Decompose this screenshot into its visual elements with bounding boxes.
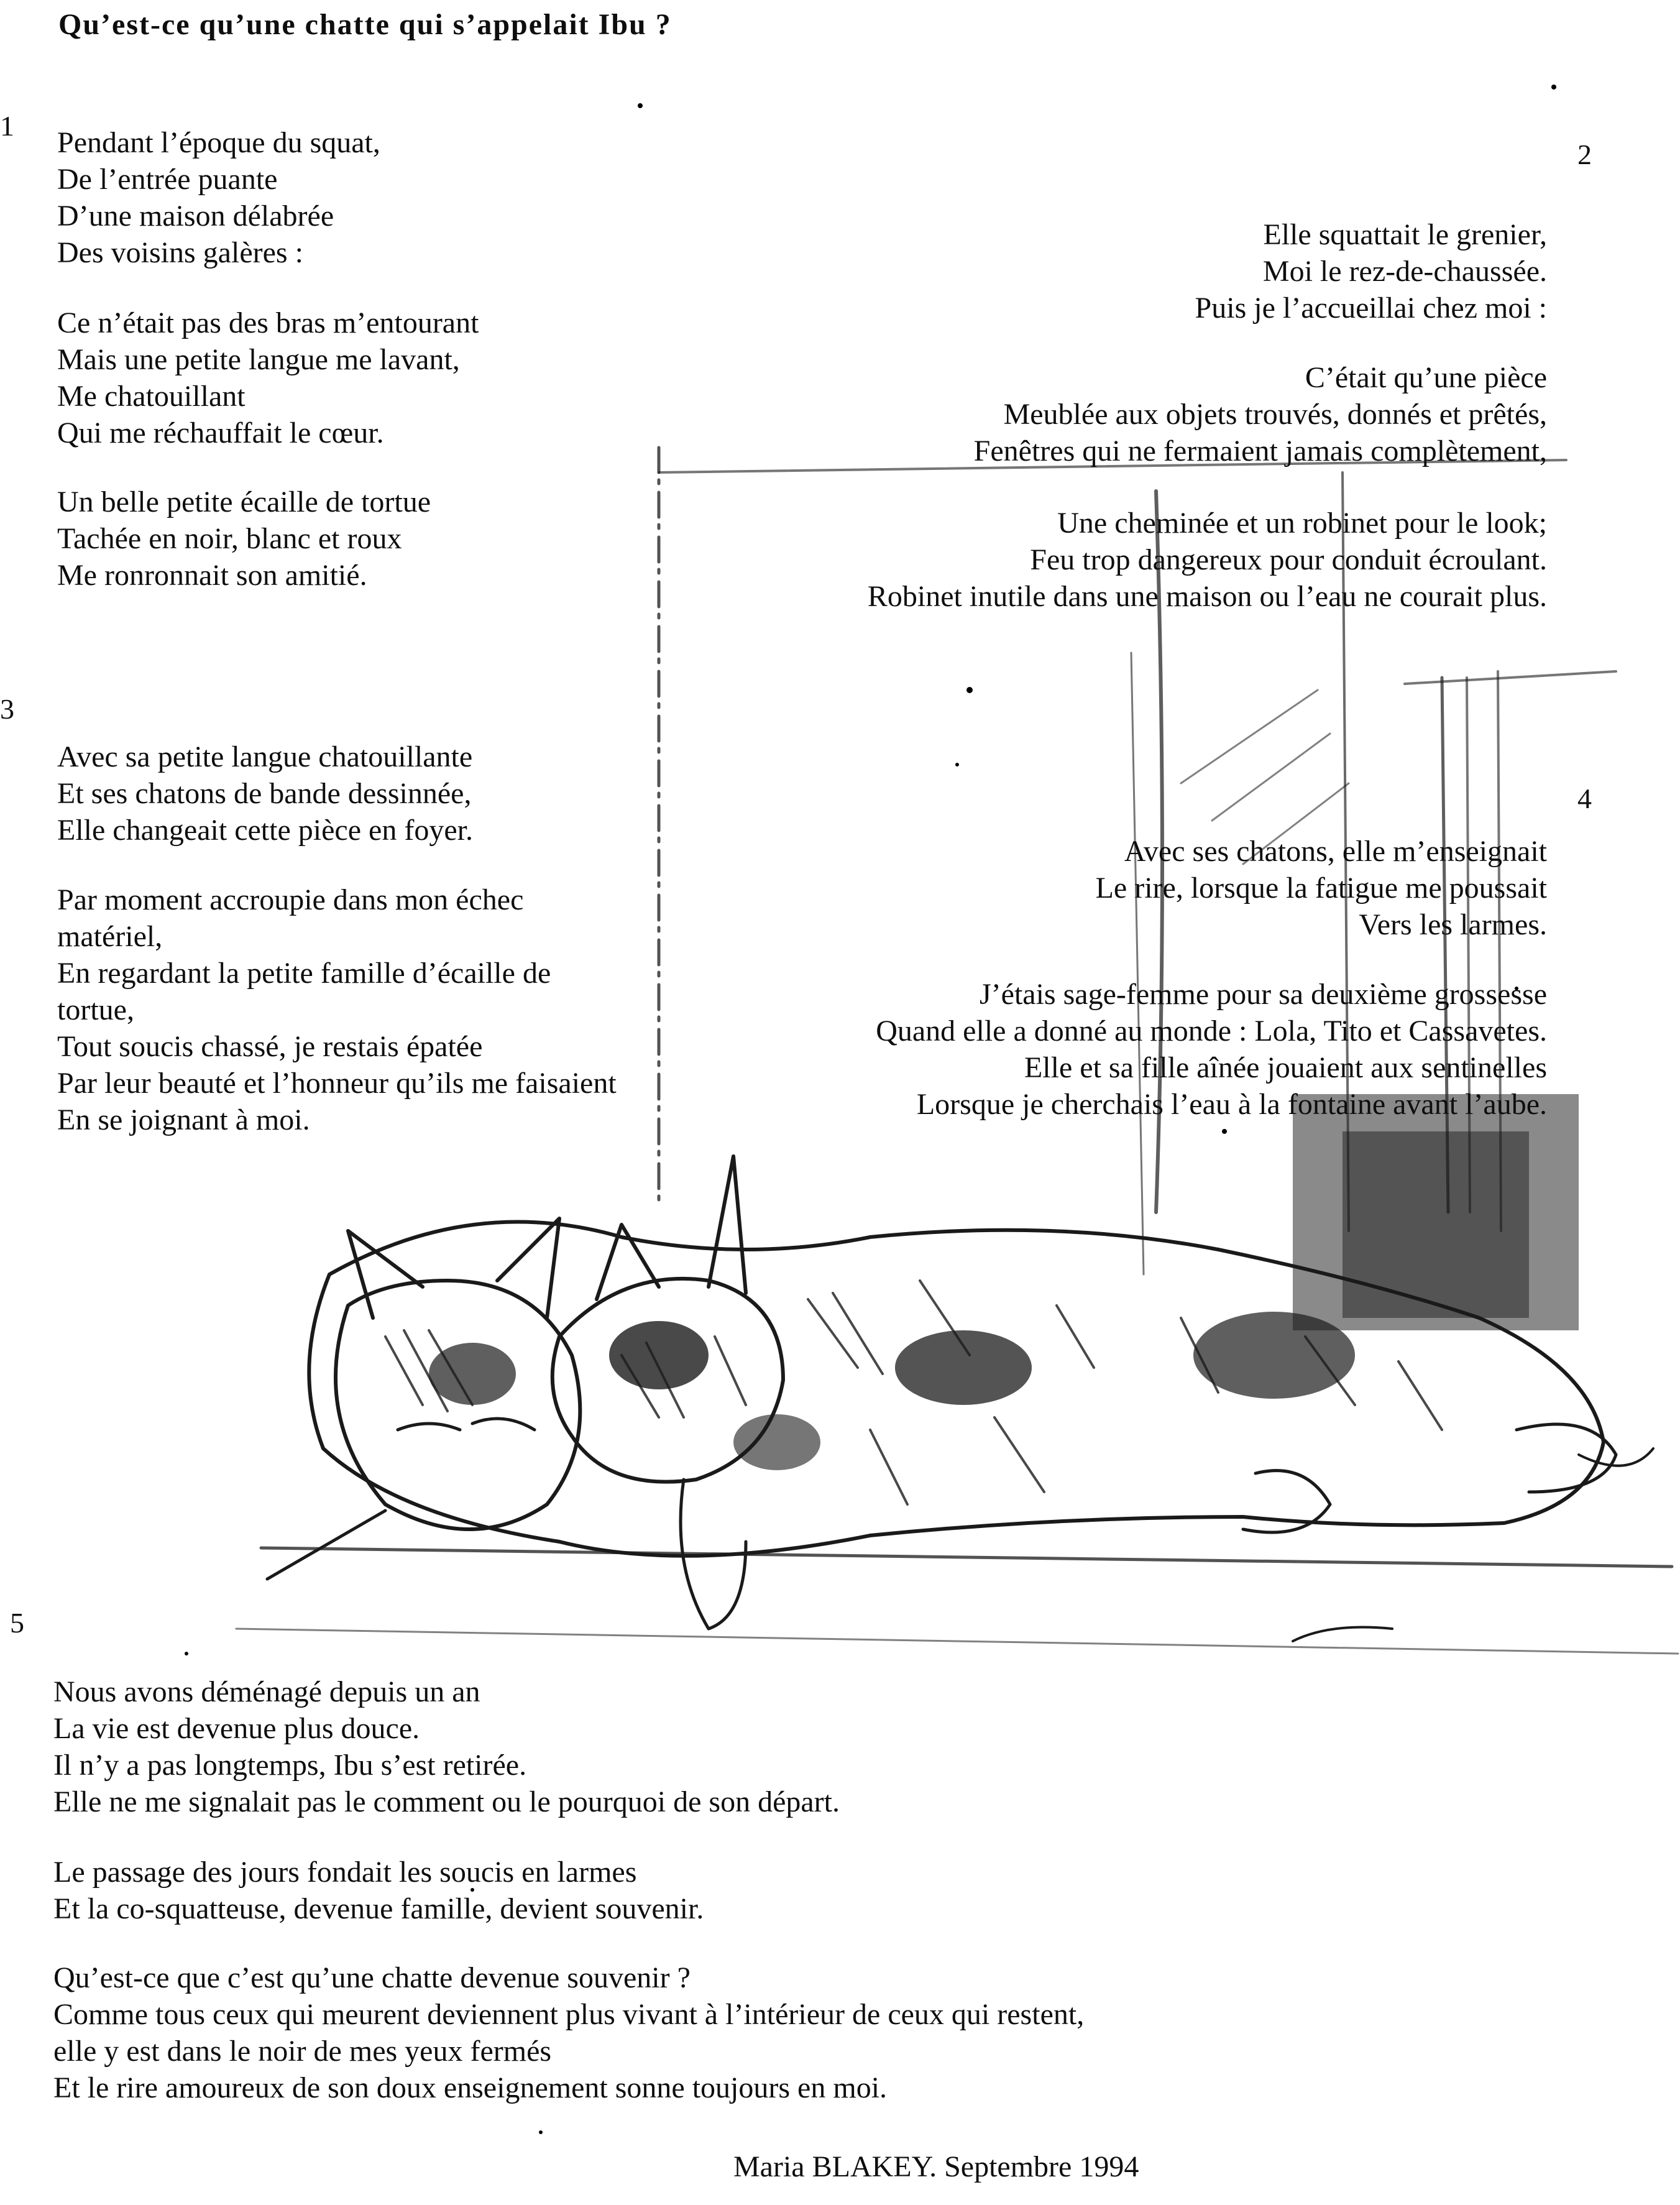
verse-line: Tachée en noir, blanc et roux <box>57 522 402 555</box>
verse-line: Vers les larmes. <box>1359 908 1547 941</box>
section-number-2: 2 <box>1577 139 1592 170</box>
verse-line: Lorsque je cherchais l’eau à la fontaine avant l’aube. <box>916 1088 1547 1121</box>
verse-line: Qui me réchauffait le cœur. <box>57 417 384 449</box>
stanza-1-1 <box>57 124 380 271</box>
verse-line: Et la co-squatteuse, devenue famille, devient souvenir. <box>53 1892 704 1925</box>
verse-line: Avec sa petite langue chatouillante <box>57 740 473 773</box>
verse-line: Elle ne me signalait pas le comment ou le pourquoi de son départ. <box>53 1785 840 1818</box>
stanza-1-3 <box>57 484 431 594</box>
verse-line: matériel, <box>57 920 163 953</box>
verse-line: Des voisins galères : <box>57 236 303 269</box>
verse-line: Mais une petite langue me lavant, <box>57 343 460 376</box>
verse-line: Meublée aux objets trouvés, donnés et prêtés, <box>1003 398 1547 431</box>
section-number-3: 3 <box>0 693 14 725</box>
verse-line: Robinet inutile dans une maison ou l’eau ne courait plus. <box>867 580 1547 613</box>
verse-line: Moi le rez-de-chaussée. <box>1262 255 1547 288</box>
verse-line: En se joignant à moi. <box>57 1103 310 1136</box>
stanza-4-2 <box>876 976 1547 1123</box>
verse-line: Une cheminée et un robinet pour le look; <box>1057 507 1547 540</box>
verse-line: Un belle petite écaille de tortue <box>57 486 431 518</box>
verse-line: Me ronronnait son amitié. <box>57 559 367 592</box>
poem-title: Qu’est-ce qu’une chatte qui s’appelait Ibu ? <box>58 8 672 41</box>
verse-line: Feu trop dangereux pour conduit écroulant. <box>1030 543 1547 576</box>
stanza-4-1 <box>1096 833 1547 943</box>
verse-line: Puis je l’accueillai chez moi : <box>1195 292 1547 325</box>
verse-line: De l’entrée puante <box>57 163 278 196</box>
verse-line: Fenêtres qui ne fermaient jamais complètement, <box>973 435 1547 467</box>
stanza-3-1 <box>57 739 473 849</box>
verse-line: Par leur beauté et l’honneur qu’ils me faisaient <box>57 1067 617 1100</box>
verse-line: Avec ses chatons, elle m’enseignait <box>1124 835 1547 868</box>
stanza-2-3 <box>868 505 1547 615</box>
verse-line: tortue, <box>57 993 134 1026</box>
verse-line: Le rire, lorsque la fatigue me poussait <box>1095 872 1547 905</box>
verse-line: Et le rire amoureux de son doux enseignement sonne toujours en moi. <box>53 2071 888 2104</box>
verse-line: Il n’y a pas longtemps, Ibu s’est retirée. <box>53 1749 527 1782</box>
section-number-4: 4 <box>1577 783 1592 814</box>
section-number-1: 1 <box>0 110 14 142</box>
verse-line: D’une maison délabrée <box>57 200 334 232</box>
stanza-1-2 <box>57 305 479 451</box>
verse-line: Qu’est-ce que c’est qu’une chatte devenue souvenir ? <box>53 1961 691 1994</box>
verse-line: J’étais sage-femme pour sa deuxième grossesse <box>979 978 1547 1011</box>
verse-line: Elle squattait le grenier, <box>1263 218 1547 251</box>
verse-line: Pendant l’époque du squat, <box>57 126 380 159</box>
stanza-5-2 <box>53 1854 704 1927</box>
verse-line: Ce n’était pas des bras m’entourant <box>57 306 479 339</box>
verse-line: Comme tous ceux qui meurent deviennent plus vivant à l’intérieur de ceux qui restent, <box>53 1998 1085 2031</box>
verse-line: Par moment accroupie dans mon échec <box>57 883 524 916</box>
verse-line: Quand elle a donné au monde : Lola, Tito et Cassavetes. <box>876 1015 1547 1047</box>
author-signature: Maria BLAKEY. Septembre 1994 <box>733 2150 1139 2183</box>
verse-line: Elle changeait cette pièce en foyer. <box>57 814 473 847</box>
stanza-3-2 <box>57 882 617 1138</box>
verse-line: En regardant la petite famille d’écaille de <box>57 957 551 990</box>
section-number-5: 5 <box>10 1607 24 1639</box>
verse-line: elle y est dans le noir de mes yeux fermés <box>53 2035 552 2068</box>
verse-line: Tout soucis chassé, je restais épatée <box>57 1030 483 1063</box>
verse-line: Elle et sa fille aînée jouaient aux sentinelles <box>1024 1051 1547 1084</box>
stanza-5-3 <box>53 1959 1084 2106</box>
verse-line: C’était qu’une pièce <box>1305 361 1547 394</box>
stanza-5-1 <box>53 1673 840 1820</box>
verse-line: Nous avons déménagé depuis un an <box>53 1675 480 1708</box>
stanza-2-2 <box>974 359 1547 469</box>
verse-line: Le passage des jours fondait les soucis en larmes <box>53 1856 637 1889</box>
verse-line: Me chatouillant <box>57 380 246 413</box>
verse-line: La vie est devenue plus douce. <box>53 1712 420 1745</box>
stanza-2-1 <box>1195 216 1547 326</box>
verse-line: Et ses chatons de bande dessinnée, <box>57 777 472 810</box>
